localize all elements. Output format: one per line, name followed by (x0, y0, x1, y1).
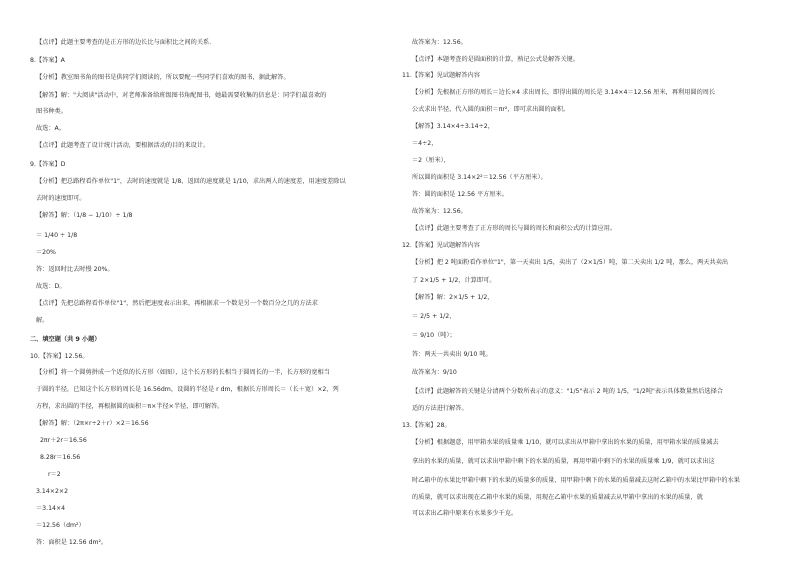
text-line: 答：面积是 12.56 dm²。 (36, 538, 108, 546)
text-line: 公式求出半径，代入圆的面积＝πr²，即可求出圆的面积。 (412, 106, 570, 114)
text-line: 时乙箱中的水果比甲箱中剩下的水果的质量多的质量，用甲箱中剩下的水果的质量减去这时乙箱中的水果比甲箱中的水果 (412, 476, 740, 484)
text-line: 【解答】3.14×4÷3.14÷2， (412, 123, 494, 131)
text-line: r＝2 (48, 471, 61, 478)
text-line: 【点评】此题解答的关键是分清两个分数所表示的意义："1/5"表示 2 吨的 1/5，"1/2吨"表示具体数量然后选择合 (412, 388, 723, 396)
text-line: 二、填空题（共 9 小题） (30, 335, 101, 343)
text-line: 解。 (36, 316, 49, 324)
text-line: 适的方法进行解答。 (412, 405, 468, 413)
text-line: 3.14×2×2 (36, 487, 69, 495)
text-line: 【点评】此题主要考查了正方形的周长与圆的周长和面积公式的计算应用。 (412, 224, 617, 232)
text-line: ＝20% (36, 249, 56, 257)
text-line: 【分析】将一个圆剪拼成一个近似的长方形（如图），这个长方形的长相当于圆周长的一半，长方形的宽相当 (36, 369, 330, 377)
text-line: 【点评】先把总路程看作单位"1"，然后把速度表示出来，再根据求一个数是另一个数百分之几的方法求 (36, 299, 318, 307)
text-line: 8.28r＝16.56 (40, 454, 81, 462)
text-line: 了 2×1/5 + 1/2，计算即可。 (412, 277, 496, 285)
text-line: ＝ 9/10（吨）； (412, 331, 456, 339)
text-line: 12.【答案】见试题解答内容 (402, 241, 480, 249)
text-line: 【分析】先根据正方形的周长＝边长×4 求出周长，即得出圆的周长是 3.14×4＝12.56 厘米，再利用圆的周长 (412, 89, 716, 97)
text-line: 【解答】解："大阅读"活动中，对老师准备给班级图书角配图书，她最需要收集的信息是：同学们最喜欢的 (36, 92, 327, 100)
text-line: 【分析】把 2 吨面粉看作单位"1"，第一天卖出 1/5，卖出了（2×1/5）吨，第二天卖出 1/2 吨，那么，两天共卖出 (412, 258, 729, 266)
text-line: 故答案为：12.56。 (412, 207, 467, 215)
text-line: 【分析】根据题意，用甲箱水果的质量乘 1/10，就可以求出从甲箱中拿出的水果的质量，用甲箱水果的质量减去 (412, 439, 719, 447)
text-line: 故选：D。 (36, 283, 66, 290)
text-line: ＝2（厘米）， (412, 157, 450, 165)
text-line: 故答案为：9/10 (412, 369, 457, 377)
text-line: 【解答】解：（2π×r÷2＋r）×2＝16.56 (36, 420, 149, 428)
text-line: 【点评】本题考查的是圆面积的计算，熟记公式是解答关键。 (412, 55, 580, 63)
text-line: 答：返回时比去时慢 20%。 (36, 266, 114, 274)
text-line: 【分析】把总路程看作单位"1"，去时的速度就是 1/8，返回的速度就是 1/10，求出两人的速度差，用速度差除以 (36, 177, 346, 185)
text-line: ＝12.56（dm²） (36, 521, 85, 529)
text-line: 可以求出乙箱中原来有水果多少千克。 (412, 510, 518, 518)
text-line: 10.【答案】12.56。 (30, 352, 89, 360)
text-line: 【分析】教室图书角的图书是供同学们阅读的，所以要配一些同学们喜欢的图书，据此解答。 (36, 74, 290, 82)
text-line: 故选：A。 (36, 125, 65, 133)
text-line: 11.【答案】见试题解答内容 (402, 72, 480, 80)
text-line: 答：两天一共卖出 9/10 吨。 (412, 350, 492, 358)
text-line: ＝3.14×4 (36, 504, 66, 512)
text-line: 2πr＋2r＝16.56 (40, 437, 87, 445)
text-line: 【点评】此题考查了设计统计活动，要根据活动的目的来设计。 (36, 142, 210, 149)
text-line: 9.【答案】D (30, 160, 66, 168)
text-line: 的质量，就可以求出现在乙箱中水果的质量，用现在乙箱中水果的质量减去从甲箱中拿出的水果的质量，就 (412, 493, 703, 501)
text-line: 【点评】此题主要考查的是正方形的边长比与面积比之间的关系． (36, 38, 216, 46)
text-line: 故答案为：12.56。 (412, 38, 467, 46)
text-line: 图书种类。 (36, 108, 67, 116)
text-line: ＝ 1/40 ÷ 1/8 (36, 232, 78, 240)
text-line: 方程，求出圆的半径，再根据圆的面积＝π×半径×半径，即可解答。 (36, 403, 224, 411)
text-line: 答：圆的面积是 12.56 平方厘米。 (412, 190, 508, 198)
text-line: 13.【答案】28。 (402, 422, 451, 430)
text-line: 拿出的水果的质量，就可以求出甲箱中剩下的水果的质量，再用甲箱中剩下的水果的质量乘 1/9，就可以求出这 (412, 457, 715, 465)
text-line: 所以圆的面积是 3.14×2²＝12.56（平方厘米）。 (412, 173, 547, 181)
text-line: 于圆的半径，已知这个长方形的周长是 16.56dm，设圆的半径是 r dm，根据长方形周长＝（长＋宽）×2，列 (36, 386, 339, 394)
text-line: ＝ 2/5 + 1/2， (412, 313, 456, 321)
text-line: 【解答】解：2×1/5 + 1/2， (412, 294, 494, 302)
text-line: ＝4÷2， (412, 140, 438, 148)
text-line: 【解答】解：（1/8 − 1/10）÷ 1/8 (36, 211, 133, 219)
text-line: 去时的速度即可。 (36, 194, 86, 202)
text-line: 8.【答案】A (30, 57, 65, 65)
